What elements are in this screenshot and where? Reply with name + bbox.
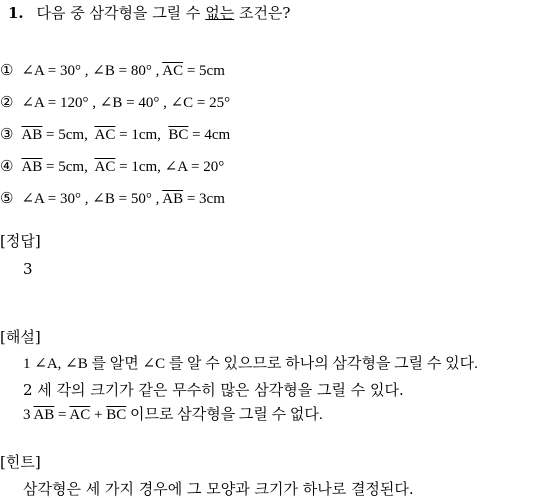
hint-heading: [힌트] — [0, 453, 41, 471]
option-text: = 80° , — [114, 63, 163, 79]
option-text: = 3cm — [183, 191, 225, 207]
option-marker: ③ — [0, 127, 14, 143]
option-text: = 20° — [187, 159, 225, 175]
explanation-line-3: 3 $\overline{AB} = \overline{AC} + \overline{BC}$ 이므로 삼각형을 그릴 수 없다. — [23, 407, 323, 423]
question-text: 다음 중 삼각형을 그릴 수 없는 조건은? — [36, 4, 291, 22]
option-4 — [0, 160, 224, 175]
option-text: = 50° , — [114, 191, 163, 207]
option-text: = 5cm, — [42, 127, 95, 143]
angle-label: ∠ B — [92, 191, 115, 207]
explanation-heading: [해설] — [0, 328, 41, 346]
option-marker: ② — [0, 95, 14, 111]
segment-label: $\overline{AB}$ — [21, 159, 43, 175]
option-marker: ④ — [0, 159, 14, 175]
segment-label: $\overline{AC}$ — [94, 127, 116, 143]
question-emphasis: 없는 — [205, 4, 235, 22]
angle-label: ∠ A — [165, 159, 188, 175]
option-text: = 5cm — [183, 63, 225, 79]
option-text: = 5cm, — [42, 159, 95, 175]
answer-heading: [정답] — [0, 232, 41, 250]
angle-label: ∠ A — [21, 95, 44, 111]
segment-label: $\overline{AC}$ — [162, 63, 184, 79]
option-3 — [0, 128, 230, 143]
hint-text: 삼각형은 세 가지 경우에 그 모양과 크기가 하나로 결정된다. — [23, 480, 414, 498]
option-marker: ⑤ — [0, 191, 14, 207]
option-text: = 25° — [193, 95, 231, 111]
answer-value: 3 — [23, 260, 33, 278]
option-1 — [0, 64, 225, 79]
option-marker: ① — [0, 63, 14, 79]
option-text: = 30° , — [44, 191, 93, 207]
angle-symbol — [65, 356, 78, 372]
angle-label: ∠ B — [92, 63, 115, 79]
option-text: = 120° , — [44, 95, 100, 111]
option-5 — [0, 192, 225, 207]
option-text: = 40° , — [122, 95, 171, 111]
segment-label: $\overline{AB}$ — [162, 191, 184, 207]
angle-label: ∠ C — [171, 95, 194, 111]
angle-symbol — [142, 356, 155, 372]
option-text: = 30° , — [44, 63, 93, 79]
option-text: = 1cm, — [115, 159, 165, 175]
explanation-line-2: 2 세 각의 크기가 같은 무수히 많은 삼각형을 그릴 수 있다. — [23, 381, 404, 399]
angle-label: ∠ B — [100, 95, 123, 111]
segment-label: $\overline{BC}$ — [168, 127, 189, 143]
angle-symbol — [34, 356, 47, 372]
question-line — [8, 6, 290, 21]
segment-label: $\overline{AC}$ — [94, 159, 116, 175]
explanation-line-1: 1 ∠ A, ∠ B 를 알면 ∠ C 를 알 수 있으므로 하나의 삼각형을 그릴 수 있다. — [23, 357, 478, 372]
option-text: = 4cm — [188, 127, 231, 143]
angle-label: ∠ A — [21, 191, 44, 207]
segment-label: $\overline{AB}$ — [21, 127, 43, 143]
option-2 — [0, 96, 230, 111]
angle-label: ∠ A — [21, 63, 44, 79]
question-number: 1. — [8, 4, 24, 22]
option-text: = 1cm, — [115, 127, 169, 143]
